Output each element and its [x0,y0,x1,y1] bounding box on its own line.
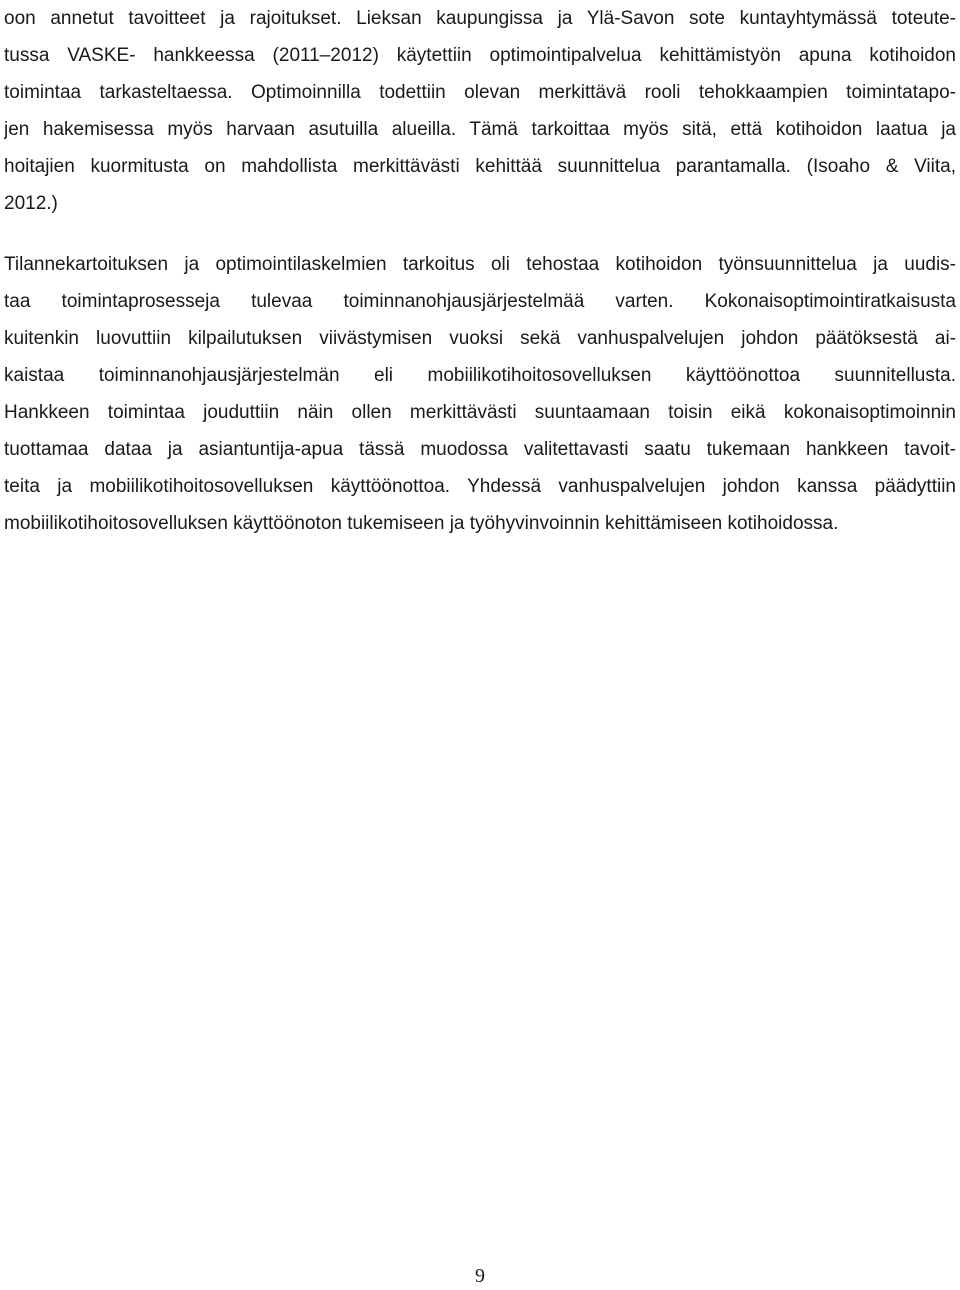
text-line: teita ja mobiilikotihoitosovelluksen käyttöönottoa. Yhdessä vanhuspalvelujen johdon kanssa päädyttiin [4,476,956,497]
text-line: kuitenkin luovuttiin kilpailutuksen viivästymisen vuoksi sekä vanhuspalvelujen johdon päätöksestä ai- [4,328,956,349]
paragraph-2 [4,246,956,542]
text-line: hoitajien kuormitusta on mahdollista merkittävästi kehittää suunnittelua parantamalla. (Isoaho & Viita, [4,156,956,177]
text-line: tussa VASKE- hankkeessa (2011–2012) käytettiin optimointipalvelua kehittämistyön apuna kotihoidon [4,45,956,66]
text-line: oon annetut tavoitteet ja rajoitukset. Lieksan kaupungissa ja Ylä-Savon sote kuntayhtymässä toteute- [4,8,956,29]
text-line: mobiilikotihoitosovelluksen käyttöönoton tukemiseen ja työhyvinvoinnin kehittämiseen kotihoidossa. [4,513,839,534]
paragraph-gap [4,222,956,246]
page-number: 9 [475,1265,485,1287]
text-line: toimintaa tarkasteltaessa. Optimoinnilla todettiin olevan merkittävä rooli tehokkaampien toimintatapo- [4,82,956,103]
text-line: Hankkeen toimintaa jouduttiin näin ollen merkittävästi suuntaamaan toisin eikä kokonaisoptimoinnin [4,402,956,423]
text-line: tuottamaa dataa ja asiantuntija-apua tässä muodossa valitettavasti saatu tukemaan hankkeen tavoit- [4,439,956,460]
text-line: 2012.) [4,193,58,214]
body-text [4,0,956,542]
paragraph-1 [4,0,956,222]
text-line: Tilannekartoituksen ja optimointilaskelmien tarkoitus oli tehostaa kotihoidon työnsuunnittelua ja uudis- [4,254,956,275]
text-line: kaistaa toiminnanohjausjärjestelmän eli mobiilikotihoitosovelluksen käyttöönottoa suunnitellusta. [4,365,956,386]
text-line: taa toimintaprosesseja tulevaa toiminnanohjausjärjestelmää varten. Kokonaisoptimointiratkaisusta [4,291,956,312]
text-line: jen hakemisessa myös harvaan asutuilla alueilla. Tämä tarkoittaa myös sitä, että kotihoidon laatua ja [4,119,956,140]
